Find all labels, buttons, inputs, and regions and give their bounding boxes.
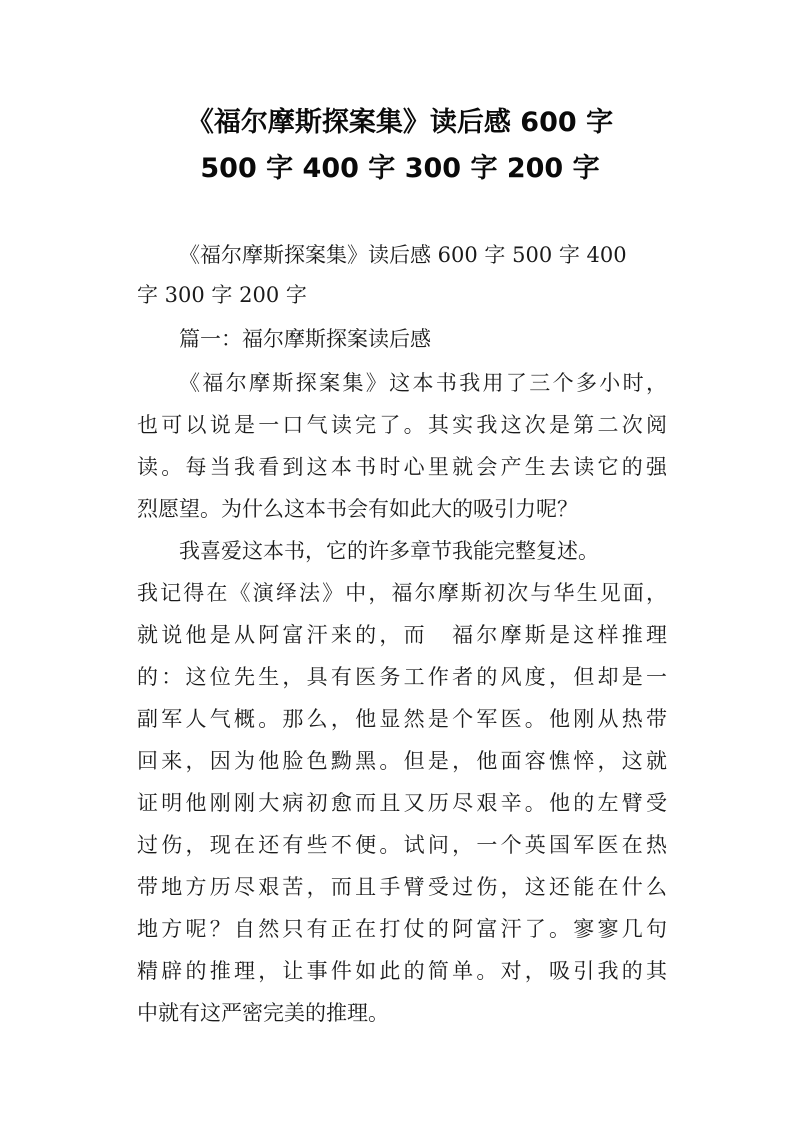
body-text-line: 精辟的推理，让事件如此的简单。对，吸引我的其 [137,959,667,983]
body-text-line: 地方呢？自然只有正在打仗的阿富汗了。寥寥几句 [137,917,667,941]
body-text-line: 副军人气概。那么，他显然是个军医。他刚从热带 [137,707,667,731]
body-text-line: 读。每当我看到这本书时心里就会产生去读它的强 [137,455,667,479]
body-text-line: 回来，因为他脸色黝黑。但是，他面容憔悴，这就 [137,749,667,773]
body-text-line: 我喜爱这本书，它的许多章节我能完整复述。 [179,539,599,563]
body-text-line: 就说他是从阿富汗来的，而 福尔摩斯是这样推理 [137,623,667,647]
body-text-line: 也可以说是一口气读完了。其实我这次是第二次阅 [137,413,667,437]
body-text-line: 带地方历尽艰苦，而且手臂受过伤，这还能在什么 [137,875,667,899]
body-text-line: 中就有这严密完美的推理。 [137,1001,389,1025]
body-text-line: 字 300 字 200 字 [137,283,307,307]
body-text-line: 《福尔摩斯探案集》这本书我用了三个多小时， [179,371,667,395]
body-text-line: 《福尔摩斯探案集》读后感 600 字 500 字 400 [179,243,627,267]
title-line-2: 500 字 400 字 300 字 200 字 [200,153,600,184]
section-heading: 篇一：福尔摩斯探案读后感 [179,327,431,351]
body-text-line: 过伤，现在还有些不便。试问，一个英国军医在热 [137,833,667,857]
document-title [0,100,800,192]
body-text-line: 我记得在《演绎法》中，福尔摩斯初次与华生见面， [137,581,667,605]
body-text-line: 的：这位先生，具有医务工作者的风度，但却是一 [137,665,667,689]
body-text-line: 证明他刚刚大病初愈而且又历尽艰辛。他的左臂受 [137,791,667,815]
body-text-line: 烈愿望。为什么这本书会有如此大的吸引力呢？ [137,497,578,521]
title-line-1: 《福尔摩斯探案集》读后感 600 字 [186,107,614,138]
